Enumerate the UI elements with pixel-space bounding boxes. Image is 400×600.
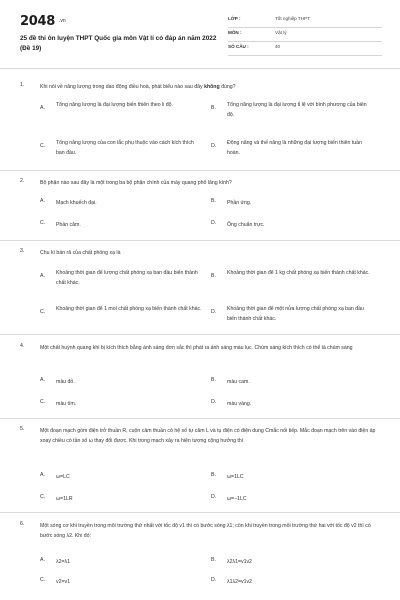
option-letter: B. <box>211 557 216 563</box>
option-letter: B. <box>211 198 216 204</box>
option-letter: A. <box>40 377 45 383</box>
option-letter: B. <box>211 273 216 279</box>
question-text: Khi nói về năng lượng trong dao động điều hoà, phát biểu nào sau đây không đúng? <box>40 84 236 90</box>
meta-value: Vật lý <box>275 30 287 35</box>
option-letter: C. <box>40 220 46 226</box>
meta-row-subject <box>228 28 382 42</box>
option-text: Khoảng thời gian để 1 mol chất phóng xạ biến thành chất khác. <box>56 306 202 312</box>
option-text: màu tím. <box>56 401 77 407</box>
section-divider <box>0 512 400 513</box>
option-text: Mạch khuếch đại. <box>56 200 97 206</box>
question-text: Bộ phận nào sau đây là một trong ba bộ phận chính của máy quang phổ lăng kính? <box>40 180 232 186</box>
question-number: 4. <box>20 343 25 349</box>
option-letter: A. <box>40 198 45 204</box>
option-text: ω=1LR <box>56 496 73 502</box>
option-letter: A. <box>40 557 45 563</box>
option-letter: B. <box>211 472 216 478</box>
meta-label: SỐ CÂU : <box>228 44 249 49</box>
section-divider <box>0 334 400 335</box>
option-letter: D. <box>211 220 217 226</box>
option-text: Khoảng thời gian để một nửa lượng chất phóng xạ ban đầu biến thành chất khác. <box>227 306 364 322</box>
question-number: 5. <box>20 426 25 432</box>
document-title: 25 đề thi ôn luyện THPT Quốc gia môn Vật lí có đáp án năm 2022 (Đề 19) <box>20 35 217 52</box>
option-text: Tổng năng lượng là đại lượng tỉ lệ với bình phương của biên độ. <box>227 102 367 118</box>
section-divider <box>0 240 400 241</box>
option-letter: A. <box>40 472 45 478</box>
option-letter: D. <box>211 577 217 583</box>
site-logo-suffix: .vn <box>59 18 66 24</box>
meta-value: 40 <box>275 44 281 49</box>
option-text: v2=v1 <box>56 579 70 585</box>
section-divider <box>0 68 400 69</box>
option-letter: C. <box>40 494 46 500</box>
option-text: Động năng và thế năng là những đại lượng biến thiên tuần hoàn. <box>227 140 362 156</box>
option-text: λ1λ2=v1v2 <box>227 579 252 585</box>
option-text: ω=LC <box>56 474 70 480</box>
option-text: ω=1LC <box>227 474 244 480</box>
option-text: màu đỏ. <box>56 379 75 385</box>
option-letter: B. <box>211 105 216 111</box>
option-letter: D. <box>211 399 217 405</box>
option-letter: A. <box>40 273 45 279</box>
question-text: Một đoạn mạch gồm điện trở thuần R, cuộn cảm thuần có hệ số tự cảm L và tụ điện có điện dung Cmắc nối tiếp. Mắc đoạn mạch trên vào điện áp xoay chiều có tần số ω thay đổi được. Khi trong mạch xảy ra hiện tượng cộng hưởng thì <box>40 428 376 444</box>
option-letter: C. <box>40 309 46 315</box>
option-text: màu vàng. <box>227 401 252 407</box>
option-letter: C. <box>40 399 46 405</box>
option-letter: A. <box>40 105 45 111</box>
question-text: Một sóng cơ khi truyền trong môi trường thứ nhất với tốc độ v1 thì có bước sóng λ1; còn khi truyền trong môi trường thứ hai với tốc độ v2 thì có bước sóng λ2. Khi đó: <box>40 523 371 539</box>
section-divider <box>0 418 400 419</box>
option-letter: D. <box>211 309 217 315</box>
meta-value: Tốt nghiệp THPT <box>275 16 310 21</box>
option-text: Ống chuẩn trực. <box>227 222 265 228</box>
meta-row-class <box>228 14 382 28</box>
option-text: ω=−1LC <box>227 496 247 502</box>
option-text: Phần cảm. <box>56 222 81 228</box>
site-logo[interactable]: 2048 <box>20 14 55 29</box>
question-number: 3. <box>20 248 25 254</box>
meta-label: LỚP : <box>228 16 241 21</box>
section-divider <box>0 170 400 171</box>
option-letter: C. <box>40 143 46 149</box>
option-text: Tổng năng lượng của con lắc phụ thuộc vào cách kích thích ban đầu. <box>56 140 194 156</box>
option-text: λ2λ1=v1v2 <box>227 559 252 565</box>
option-letter: D. <box>211 494 217 500</box>
question-number: 2. <box>20 178 25 184</box>
option-text: Khoảng thời gian để 1 kg chất phóng xạ biến thành chất khác. <box>227 270 370 276</box>
option-text: Tổng năng lượng là đại lượng biến thiên theo li độ. <box>56 102 173 108</box>
option-letter: D. <box>211 143 217 149</box>
option-text: λ2=λ1 <box>56 559 70 565</box>
option-text: màu cam. <box>227 379 250 385</box>
question-number: 6. <box>20 521 25 527</box>
option-text: Phần ứng. <box>227 200 252 206</box>
meta-row-count <box>228 42 382 56</box>
option-letter: B. <box>211 377 216 383</box>
meta-label: MÔN : <box>228 30 242 35</box>
option-text: Khoảng thời gian để lượng chất phóng xạ ban đầu biến thành chất khác. <box>56 270 198 286</box>
question-text: Chu kì bán rã của chất phóng xạ là <box>40 250 121 256</box>
question-text: Một chất huỳnh quang khi bị kích thích bằng ánh sáng đơn sắc thì phát ra ánh sáng màu lục. Chùm sáng kích thích có thể là chùm sáng <box>40 345 353 351</box>
question-number: 1. <box>20 82 25 88</box>
page-header <box>20 14 382 62</box>
option-letter: C. <box>40 577 46 583</box>
